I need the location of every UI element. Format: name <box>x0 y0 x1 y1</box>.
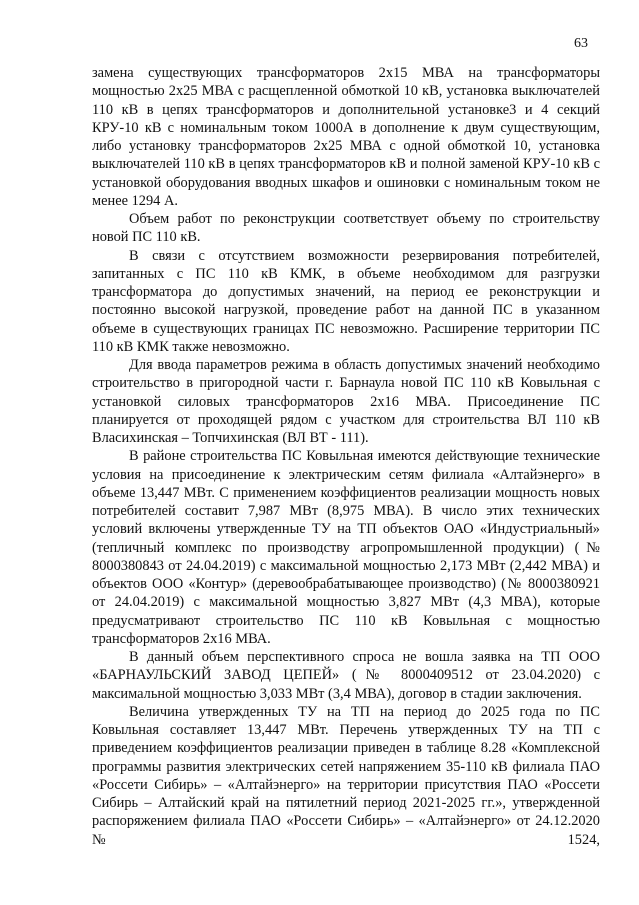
paragraph-technical-conditions: В районе строительства ПС Ковыльная имеются действующие технические условия на присоединение к электрическим сетям филиала «Алтайэнерго» в объеме 13,447 МВт. С применением коэффициентов реализации мощность новых потребителей составит 7,987 МВт (8,975 МВА). В число этих технических условий включены утвержденные ТУ на ТП объектов ОАО «Индустриальный» (тепличный комплекс по производству агропромышленной продукции) (№ 8000380843 от 24.04.2019) с максимальной мощностью 2,173 МВт (2,442 МВА) и объектов ООО «Контур» (деревообрабатывающее производство) (№ 8000380921 от 24.04.2019) с максимальной мощностью 3,827 МВт (4,3 МВА), которые предусматривают строительство ПС 110 кВ Ковыльная с мощностью трансформаторов 2х16 МВА. <box>92 448 600 647</box>
document-body <box>92 64 600 849</box>
paragraph-work-scope: Объем работ по реконструкции соответствует объему по строительству новой ПС 110 кВ. <box>92 211 600 246</box>
paragraph-reconstruction-impossibility: В связи с отсутствием возможности резервирования потребителей, запитанных с ПС 110 кВ КМК, в объеме необходимом для разгрузки трансформатора до допустимых значений, на период ее реконструкции и постоянно высокой нагрузкой, проведение работ на данной ПС в указанном объеме в существующих границах ПС невозможно. Расширение территории ПС 110 кВ КМК также невозможно. <box>92 247 600 355</box>
paragraph-new-substation-construction: Для ввода параметров режима в область допустимых значений необходимо строительство в пригородной части г. Барнаула новой ПС 110 кВ Ковыльная с установкой силовых трансформаторов 2х16 МВА. Присоединение ПС планируется от проходящей рядом с участком для строительства ВЛ 110 кВ Власихинская – Топчихинская (ВЛ ВТ - 111). <box>92 357 600 446</box>
paragraph-prospective-demand: В данный объем перспективного спроса не вошла заявка на ТП ООО «БАРНАУЛЬСКИЙ ЗАВОД ЦЕПЕЙ» (№ 8000409512 от 23.04.2020) с максимальной мощностью 3,033 МВт (3,4 МВА), договор в стадии заключения. <box>92 649 600 702</box>
paragraph-transformer-replacement: замена существующих трансформаторов 2х15 МВА на трансформаторы мощностью 2х25 МВА с расщепленной обмоткой 10 кВ, установка выключателей 110 кВ в цепях трансформаторов и дополнительной установке3 и 4 секций КРУ-10 кВ с номинальным током 1000А в дополнение к двум существующим, либо установку трансформаторов 2х25 МВА с одной обмоткой 10, установка выключателей 110 кВ в цепях трансформаторов кВ и полной заменой КРУ-10 кВ с установкой оборудования вводных шкафов и ошиновки с номинальным током не менее 1294 А. <box>92 65 600 209</box>
page-number: 63 <box>574 36 588 51</box>
paragraph-approved-conditions: Величина утвержденных ТУ на ТП на период до 2025 года по ПС Ковыльная составляет 13,447 МВт. Перечень утвержденных ТУ на ТП с приведением коэффициентов реализации приведен в таблице 8.28 «Комплексной программы развития электрических сетей напряжением 35-110 кВ филиала ПАО «Россети Сибирь» – «Алтайэнерго» на территории присутствия ПАО «Россети Сибирь – Алтайский край на пятилетний период 2021-2025 гг.», утвержденной распоряжением филиала ПАО «Россети Сибирь» – «Алтайэнерго» от 24.12.2020 № 1524, <box>92 703 600 848</box>
